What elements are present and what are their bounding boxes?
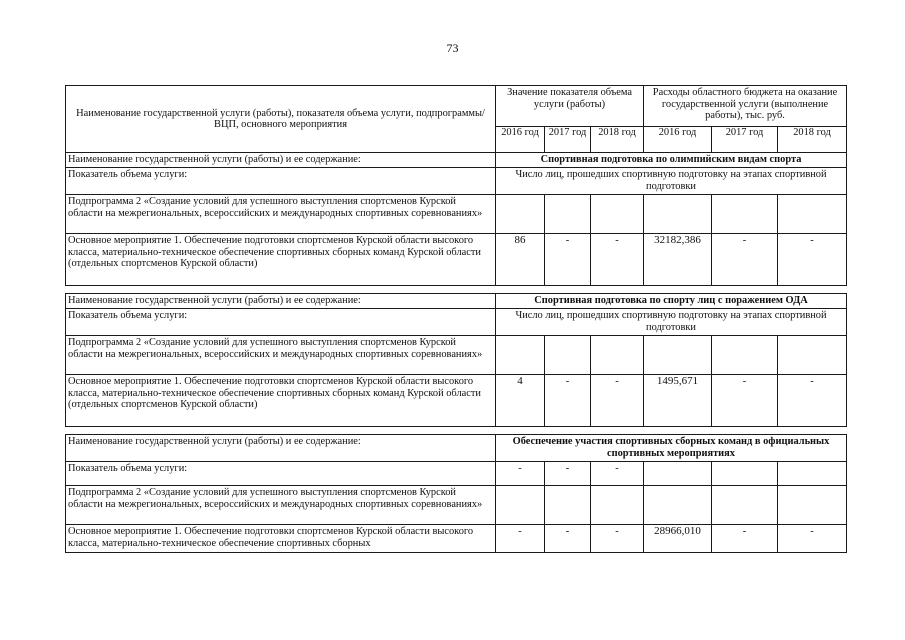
indicator-value-2016: 86 <box>496 234 545 286</box>
budget-value-2016: 28966,010 <box>644 525 712 553</box>
subprogram-row <box>66 195 847 234</box>
budget-value-2018: - <box>778 525 847 553</box>
indicator-value-2018: - <box>591 462 644 486</box>
value-cell <box>644 336 712 375</box>
header-year-indicator-2016: 2016 год <box>496 127 545 153</box>
indicator-value-2017: - <box>545 462 591 486</box>
value-cell <box>712 336 778 375</box>
indicator-value-2016: - <box>496 462 545 486</box>
budget-value-2017: - <box>712 234 778 286</box>
page-number: 73 <box>446 41 459 55</box>
subprogram-name: Подпрограмма 2 «Создание условий для успешного выступления спортсменов Курской области на межрегиональных, всероссийских и международных спортивных соревнованиях» <box>66 336 496 375</box>
header-row <box>66 86 847 127</box>
header-year-budget-2017: 2017 год <box>712 127 778 153</box>
subprogram-row <box>66 336 847 375</box>
budget-value-2016: 1495,671 <box>644 375 712 427</box>
header-year-indicator-2018: 2018 год <box>591 127 644 153</box>
budget-value-2017: - <box>712 525 778 553</box>
header-indicator-group: Значение показателя объема услуги (работы) <box>496 86 644 127</box>
indicator-value-2017: - <box>545 525 591 553</box>
budget-value-2016 <box>644 462 712 486</box>
value-cell <box>496 486 545 525</box>
budget-value-2017 <box>712 462 778 486</box>
indicator-description: Число лиц, прошедших спортивную подготовку на этапах спортивной подготовки <box>496 309 847 336</box>
budget-value-2018 <box>778 462 847 486</box>
service-label: Наименование государственной услуги (работы) и ее содержание: <box>66 153 496 168</box>
indicator-value-2018: - <box>591 375 644 427</box>
indicator-description: Число лиц, прошедших спортивную подготовку на этапах спортивной подготовки <box>496 168 847 195</box>
indicator-label: Показатель объема услуги: <box>66 462 496 486</box>
service-row <box>66 435 847 462</box>
indicator-label: Показатель объема услуги: <box>66 168 496 195</box>
value-cell <box>496 195 545 234</box>
value-cell <box>644 195 712 234</box>
activity-row <box>66 375 847 427</box>
indicator-value-2016: - <box>496 525 545 553</box>
value-cell <box>591 195 644 234</box>
subprogram-row <box>66 486 847 525</box>
indicator-row <box>66 309 847 336</box>
value-cell <box>644 486 712 525</box>
activity-name: Основное мероприятие 1. Обеспечение подготовки спортсменов Курской области высокого класса, материально-техническое обеспечение спортивных сборных команд Курской области (отдельных спортсменов Курской области) <box>66 234 496 286</box>
header-year-indicator-2017: 2017 год <box>545 127 591 153</box>
subprogram-name: Подпрограмма 2 «Создание условий для успешного выступления спортсменов Курской области на межрегиональных, всероссийских и международных спортивных соревнованиях» <box>66 486 496 525</box>
value-cell <box>591 486 644 525</box>
service-label: Наименование государственной услуги (работы) и ее содержание: <box>66 294 496 309</box>
indicator-label: Показатель объема услуги: <box>66 309 496 336</box>
section-gap <box>66 286 847 294</box>
indicator-value-2017: - <box>545 234 591 286</box>
indicator-value-2018: - <box>591 234 644 286</box>
services-table <box>65 85 847 553</box>
service-row <box>66 153 847 168</box>
activity-row <box>66 234 847 286</box>
header-name-column: Наименование государственной услуги (работы), показателя объема услуги, подпрограммы/ВЦП, основного мероприятия <box>66 86 496 153</box>
service-title: Спортивная подготовка по спорту лиц с поражением ОДА <box>496 294 847 309</box>
service-title: Спортивная подготовка по олимпийским видам спорта <box>496 153 847 168</box>
budget-value-2018: - <box>778 375 847 427</box>
value-cell <box>545 195 591 234</box>
header-year-budget-2016: 2016 год <box>644 127 712 153</box>
value-cell <box>778 486 847 525</box>
value-cell <box>778 336 847 375</box>
value-cell <box>545 336 591 375</box>
budget-value-2018: - <box>778 234 847 286</box>
indicator-value-2017: - <box>545 375 591 427</box>
value-cell <box>712 486 778 525</box>
header-budget-group: Расходы областного бюджета на оказание государственной услуги (выполнение работы), тыс. руб. <box>644 86 847 127</box>
activity-name: Основное мероприятие 1. Обеспечение подготовки спортсменов Курской области высокого класса, материально-техническое обеспечение спортивных сборных <box>66 525 496 553</box>
budget-value-2017: - <box>712 375 778 427</box>
header-year-budget-2018: 2018 год <box>778 127 847 153</box>
activity-row <box>66 525 847 553</box>
value-cell <box>496 336 545 375</box>
section-gap <box>66 427 847 435</box>
value-cell <box>545 486 591 525</box>
service-row <box>66 294 847 309</box>
budget-value-2016: 32182,386 <box>644 234 712 286</box>
service-title: Обеспечение участия спортивных сборных команд в официальных спортивных мероприятиях <box>496 435 847 462</box>
subprogram-name: Подпрограмма 2 «Создание условий для успешного выступления спортсменов Курской области на межрегиональных, всероссийских и международных спортивных соревнованиях» <box>66 195 496 234</box>
value-cell <box>591 336 644 375</box>
indicator-row <box>66 168 847 195</box>
indicator-value-2018: - <box>591 525 644 553</box>
value-cell <box>712 195 778 234</box>
indicator-row <box>66 462 847 486</box>
service-label: Наименование государственной услуги (работы) и ее содержание: <box>66 435 496 462</box>
value-cell <box>778 195 847 234</box>
indicator-value-2016: 4 <box>496 375 545 427</box>
activity-name: Основное мероприятие 1. Обеспечение подготовки спортсменов Курской области высокого класса, материально-техническое обеспечение спортивных сборных команд Курской области (отдельных спортсменов Курской области) <box>66 375 496 427</box>
